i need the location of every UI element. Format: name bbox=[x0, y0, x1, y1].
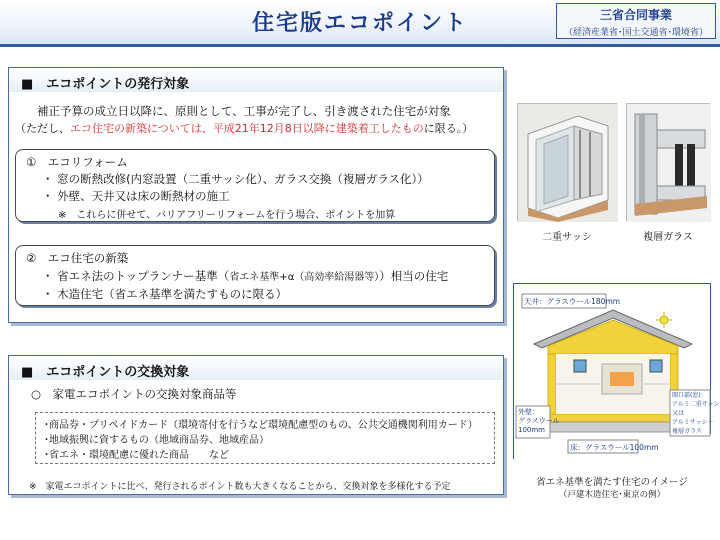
window-label-line: アルミ二重サッシ bbox=[672, 401, 720, 408]
window-label-line: 複層ガラス bbox=[672, 428, 702, 435]
exchange-list-item: ･地域振興に資するもの（地域商品券、地域産品） bbox=[44, 435, 269, 446]
exchange-subtitle: ○ 家電エコポイントの交換対象商品等 bbox=[31, 387, 237, 401]
page-title: 住宅版エコポイント bbox=[251, 11, 468, 36]
issuance-note-post: に限る。） bbox=[423, 122, 474, 135]
exchange-panel-title: ■ エコポイントの交換対象 bbox=[21, 365, 190, 380]
house-caption: 省エネ基準を満たす住宅のイメージ bbox=[536, 477, 688, 488]
exchange-list-item: ･省エネ・環境配慮に優れた商品 など bbox=[44, 450, 229, 461]
issuance-note-pre: （ただし、 bbox=[15, 122, 70, 135]
header-rule bbox=[0, 44, 720, 47]
issuance-panel bbox=[8, 67, 504, 323]
ministry-names: （経済産業省･国土交通省･環境省） bbox=[563, 28, 708, 38]
toprunner-pre: ・ 省エネ法のトップランナー基準（ bbox=[42, 269, 230, 283]
ministry-badge bbox=[556, 3, 716, 39]
floor-label: 床：グラスウール100mm bbox=[570, 443, 659, 452]
eco-reform-item-window: ・ 窓の断熱改修(内窓設置（二重サッシ化）、ガラス交換（複層ガラス化）） bbox=[42, 172, 429, 186]
eco-reform-heading: ① エコリフォーム bbox=[26, 155, 128, 169]
issuance-panel-title: ■ エコポイントの発行対象 bbox=[21, 77, 190, 92]
double-glazing-caption: 複層ガラス bbox=[643, 232, 693, 243]
double-sash-photo bbox=[517, 103, 617, 221]
house-subcaption: （戸建木造住宅･東京の例） bbox=[558, 490, 666, 500]
issuance-note bbox=[15, 120, 473, 136]
double-sash-illustration bbox=[518, 104, 618, 222]
exchange-list-box bbox=[35, 412, 495, 464]
exchange-note: ※ 家電エコポイントに比べ、発行されるポイント数も大きくなることから、交換対象を多様化する予定 bbox=[29, 482, 451, 492]
toprunner-post: ）相当の住宅 bbox=[379, 269, 449, 283]
eco-new-house-item-toprunner bbox=[42, 268, 448, 284]
window-label-line: 又は bbox=[672, 410, 685, 417]
wall-label bbox=[518, 408, 560, 435]
eco-new-house-heading: ② エコ住宅の新築 bbox=[26, 251, 129, 265]
ministry-title: 三省合同事業 bbox=[599, 8, 672, 22]
eco-new-house-item-wooden: ・ 木造住宅（省エネ基準を満たすものに限る） bbox=[42, 287, 288, 301]
issuance-intro: 補正予算の成立日以降に、原則として、工事が完了し、引き渡された住宅が対象 bbox=[37, 104, 451, 118]
double-glazing-illustration bbox=[627, 104, 711, 222]
double-sash-caption: 二重サッシ bbox=[542, 232, 592, 243]
ceiling-label: 天井：グラスウール180mm bbox=[524, 297, 621, 306]
exchange-panel bbox=[8, 355, 504, 495]
wall-label-line: 100mm bbox=[518, 426, 545, 434]
toprunner-small: 省エネ基準+α（高効率給湯器等） bbox=[229, 272, 380, 283]
house-diagram bbox=[513, 283, 720, 459]
window-label-line: アルミサッシ＋ bbox=[672, 419, 714, 426]
exchange-list-item: ･商品券・プリペイドカード（環境寄付を行うなど環境配慮型のもの、公共交通機関利用カード） bbox=[44, 420, 478, 431]
eco-new-house-box bbox=[15, 245, 495, 306]
eco-reform-note: ※ これらに併せて、バリアフリーリフォームを行う場合、ポイントを加算 bbox=[58, 210, 396, 221]
eco-reform-item-insulation: ・ 外壁、天井又は床の断熱材の施工 bbox=[42, 189, 230, 203]
issuance-note-red: エコ住宅の新築については、平成21年12月8日以降に建築着工したもの bbox=[70, 122, 424, 135]
wall-label-line: グラスウール bbox=[518, 417, 560, 425]
window-label-line: 開口部(窓)： bbox=[672, 392, 707, 399]
eco-reform-box bbox=[15, 149, 495, 222]
wall-label-line: 外壁： bbox=[518, 408, 539, 416]
double-glazing-photo bbox=[626, 103, 710, 221]
window-label bbox=[672, 391, 720, 436]
